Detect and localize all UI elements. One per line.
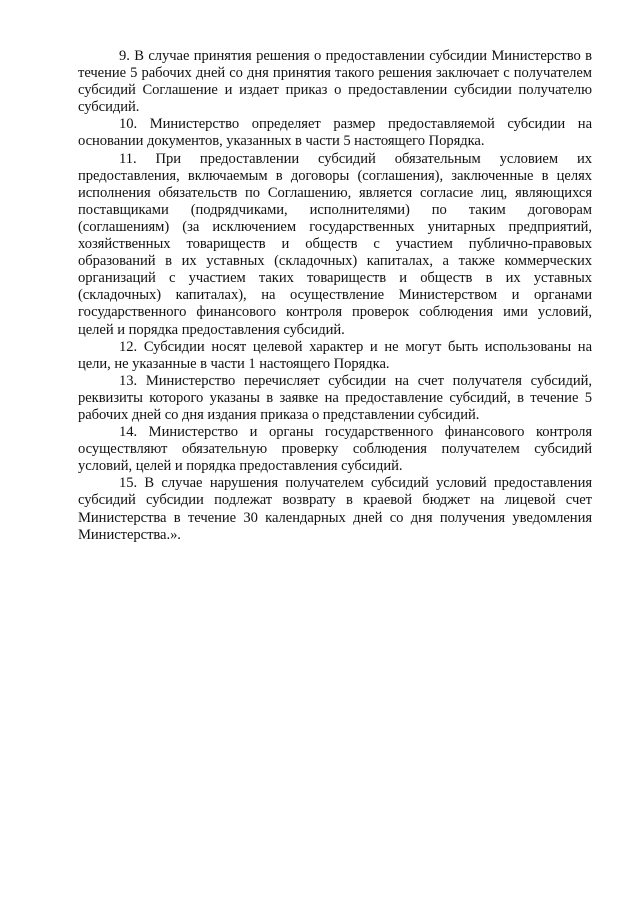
paragraph-10: 10. Министерство определяет размер предоставляемой субсидии на основании документов, указанных в части 5 настоящего Порядка. — [78, 116, 592, 150]
paragraph-9: 9. В случае принятия решения о предоставлении субсидии Министерство в течение 5 рабочих дней со дня принятия такого решения заключает с получателем субсидий Соглашение и издает приказ о предоставлении субсидии получателю субсидий. — [78, 48, 592, 116]
paragraph-14: 14. Министерство и органы государственного финансового контроля осуществляют обязательную проверку соблюдения получателем субсидий условий, целей и порядка предоставления субсидий. — [78, 424, 592, 475]
document-body — [78, 48, 592, 544]
paragraph-13: 13. Министерство перечисляет субсидии на счет получателя субсидий, реквизиты которого указаны в заявке на предоставление субсидий, в течение 5 рабочих дней со дня издания приказа о представлении субсидий. — [78, 372, 592, 423]
paragraph-12: 12. Субсидии носят целевой характер и не могут быть использованы на цели, не указанные в части 1 настоящего Порядка. — [78, 338, 592, 372]
paragraph-11: 11. При предоставлении субсидий обязательным условием их предоставления, включаемым в договоры (соглашения), заключенные в целях исполнения обязательств по Соглашению, является согласие лиц, являющихся поставщиками (подрядчиками, исполнителями) по таким договорам (соглашениям) (за исключением государственных унитарных предприятий, хозяйственных товариществ и обществ с участием публично-правовых образований в их уставных (складочных) капиталах, а также коммерческих организаций с участием таких товариществ и обществ в их уставных (складочных) капиталах), на осуществление Министерством и органами государственного финансового контроля проверок соблюдения ими условий, целей и порядка предоставления субсидий. — [78, 150, 592, 338]
paragraph-15: 15. В случае нарушения получателем субсидий условий предоставления субсидий субсидии подлежат возврату в краевой бюджет на лицевой счет Министерства в течение 30 календарных дней со дня получения уведомления Министерства.». — [78, 475, 592, 543]
